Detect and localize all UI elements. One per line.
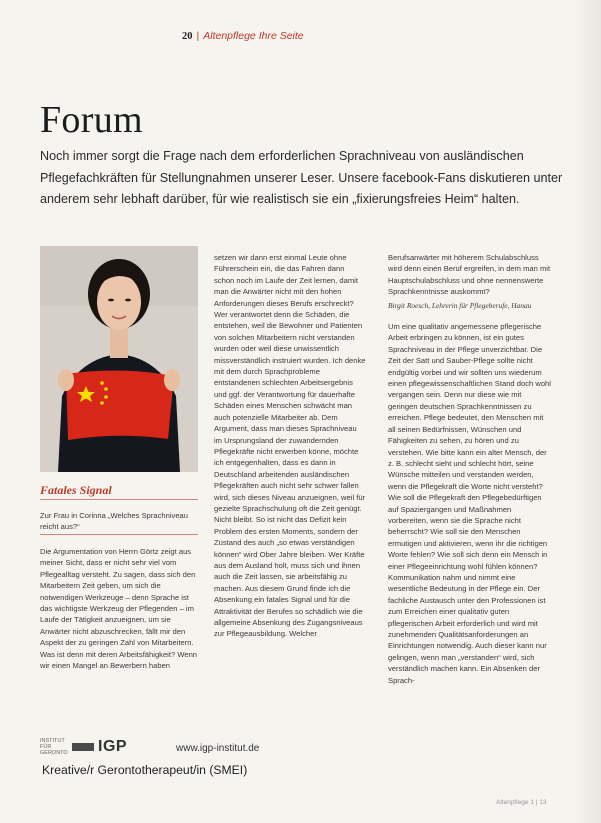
column-left-text: Die Argumentation von Herrn Görtz zeigt aus meiner Sicht, dass er nicht sehr viel vom Pflegealltag versteht. Zu sagen, dass sich den Mitarbeitern Zeit geben, um sich die notwendigen Werkzeuge – denn Sprache ist das wichtigste Werkzeug der Pflegenden – im Laufe der Tätigkeit anzueignen, um sie Anwärter nicht abzuschrecken, fällt mir den Aspekt der zu geringen Zahl von Mitarbeitern. Was ist denn mit deren Arbeitsfähigkeit? Wenn wir einen Mangel an Bewerbern haben [40,547,198,671]
column-middle-text: setzen wir dann erst einmal Leute ohne Führerschein ein, die das Fahren dann schon noch im Laufe der Zeit lernen, damit man die Anwärter nicht mit den hohen Anforderungen dieses Berufs erschreckt? Wer verantwortet denn die Schäden, die entstehen, weil die Bewohner und Patienten von solchen Mitarbeitern nicht verstanden wurden oder weil diese unwissentlich missverständlich instruiert wurden. Ich denke mit dem durch Sprachprobleme entstandenen schlechten Arbeitsergebnis und ggf. der Verantwortung für dauerhafte Schäden eines Menschen schwächt man auch potenzielle Mitarbeiter ab. Dem Argument, dass man dieses Sprachniveau im Ursprungsland der zuwandernden Pflegekräfte nicht erwerben könne, möchte ich entgegenhalten, dass es dann in Deutschland arbeitenden ausländischen Pflegekräften auch nicht sehr schwer fallen wird, sich dieses Niveau anzueignen, weil für gezielte Sprachschulung oft die Zeit genügt. Nicht bleibt. So ist nicht das Defizit kein Problem des ersten Moments, sondern der Zustand des auch „so etwas verständigen können“ wird Ober Jahre bleiben. Wer Kräfte aus dem Ausland holt, muss sich und ihnen auch die Zeit lassen, sie arbeitsfähig zu machen. Aus diesem Grund finde ich die Absenkung ein fatales Signal und für die Attraktivität der Berufes so schädlich wie die allgemeine Absenkung des Zugangsniveaus zur Pflegeausbildung. Welcher [214,253,366,639]
page-title: Forum [40,99,143,141]
ad-title: Kreative/r Gerontotherapeut/in (SMEI) [42,763,248,777]
letter-author: Birgit Roesch, Lehrerin für Pflegeberufe, Hanau [388,300,532,310]
page-footer: Altenpflege 1 | 13 [496,799,547,806]
article-column-middle [214,252,366,640]
running-header [182,30,304,42]
header-separator: | [196,30,200,42]
heading-rule-bottom [40,534,198,535]
page-number: 20 [182,31,193,42]
logo-text: IGP [98,738,128,755]
article-column-left [40,546,198,671]
igp-logo [40,738,127,756]
article-photo [40,246,198,472]
logo-bar [72,743,94,751]
column-right-top-text: Berufsanwärter mit höherem Schulabschluss wird denn einen Beruf ergreifen, in dem man mit Hauptschulabschluss und ohne nennenswerte Sprachkenntnisse auskommt? [388,253,551,297]
intro-paragraph: Noch immer sorgt die Frage nach dem erforderlichen Sprachniveau von ausländischen Pflegefachkräften für Stellungnahmen unserer Leser. Unsere facebook-Fans diskutieren unter anderem sehr lebhaft darüber, für wie realistisch sie ein „fixierungsfreies Heim“ halten. [40,149,563,206]
article-column-right [388,252,553,686]
logo-small-text: INSTITUT FÜR GERONTO [40,738,68,756]
ad-url-link[interactable]: www.igp-institut.de [176,743,260,754]
heading-rule-top [40,499,198,500]
column-right-bottom-text: Um eine qualitativ angemessene pflegerische Arbeit erbringen zu können, ist ein gutes Sprachniveau in der Pflege unverzichtbar. Die Zeit der Satt und Sauber-Pflege sollte nicht endgültig vorbei und wir sollten uns wiederum einen pflegewissenschaftlichen Stand doch wohl vergangen sein. Denn nur diese wie mit geringen deutschen Sprachkenntnissen zu erreichen. Pflege bedeutet, den Menschen mit all seinen Bedürfnissen, Wünschen und Fähigkeiten zu sehen, zu hören und zu verstehen. Wie bitte kann ein alter Mensch, der z. B. schlecht sieht und schlecht hört, seine Wünsche mitteilen und verstanden werden, wenn die Pflegekraft die Worte nicht versteht? Wie soll die Pflegekraft den Pflegebedürftigen auf Spaziergangen und Maßnahmen vorbereiten, wenn sie die Sprache nicht beherrscht? Wie soll sie den Menschen ermutigen und aktivieren, wenn ihr die richtigen Worte fehlen? Wie soll sich denn ein Mensch in einer Pflegeeinrichtung wohl fühlen können? Kommunikation nahm und nimmt eine wesentliche Bedeutung in der Pflege ein. Der fachliche Austausch unter den Professionen ist zum Erreichen einer qualitativ guten pflegerischen Arbeit erforderlich und wird mit zunehmenden Qualitätsanforderungen an Einrichtungen notwendig. Auch dieser kann nur gelingen, wenn man „verstanden“ wird, sich verständlich machen kann. Ein Absenken der Sprach- [388,322,551,685]
page-edge-shadow [573,0,601,823]
article-subheading: Zur Frau in Corinna „Welches Sprachniveau reicht aus?“ [40,511,189,532]
woman-with-flag-image [40,246,198,472]
section-name: Altenpflege Ihre Seite [203,30,304,42]
article-heading: Fatales Signal [40,483,112,497]
